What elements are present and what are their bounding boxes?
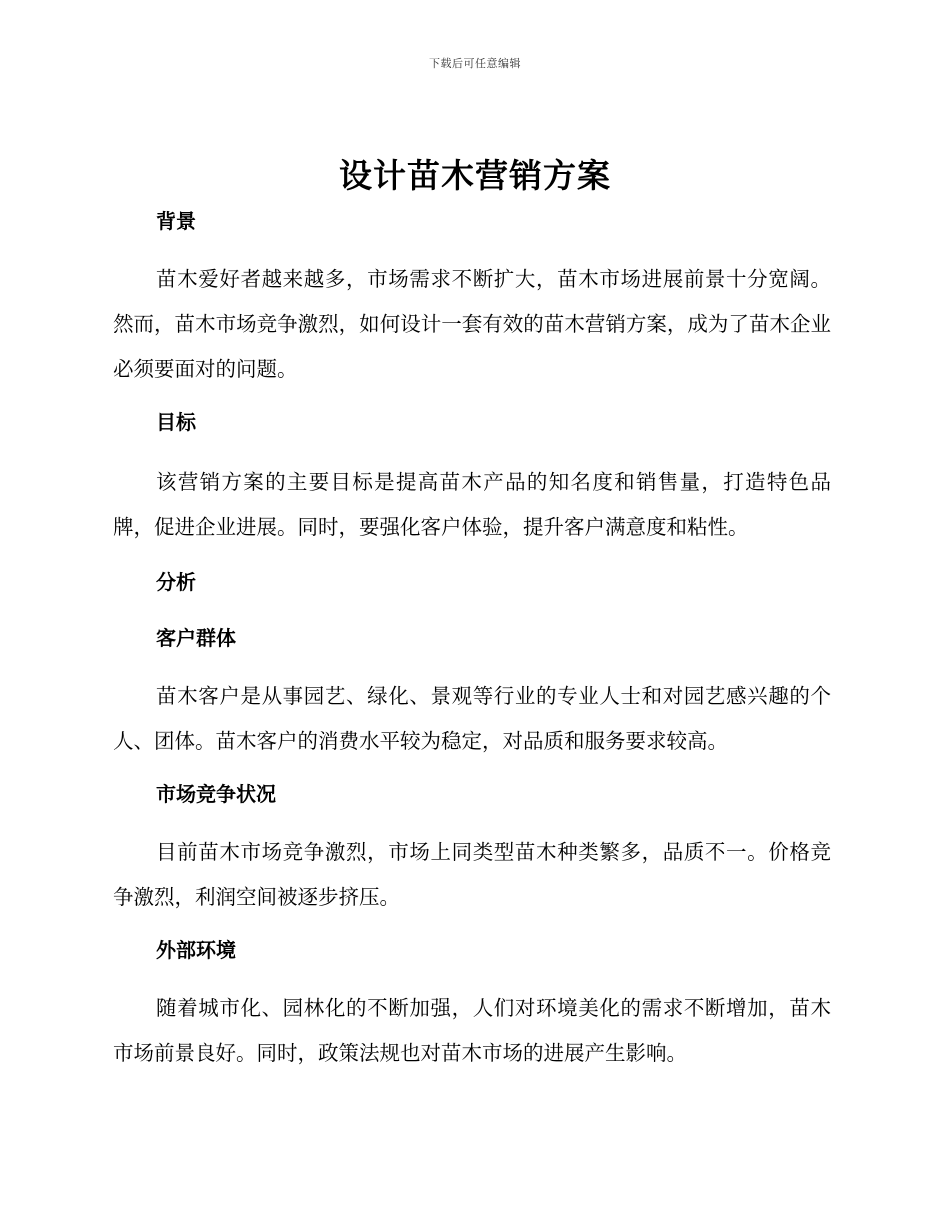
paragraph-goal: 该营销方案的主要目标是提高苗木产品的知名度和销售量，打造特色品牌，促进企业进展。同时，要强化客户体验，提升客户满意度和粘性。 <box>113 470 831 539</box>
document-body <box>113 205 831 1076</box>
heading-background: 背景 <box>156 209 196 233</box>
heading-competition: 市场竞争状况 <box>156 782 276 806</box>
paragraph-external-environment: 随着城市化、园林化的不断加强，人们对环境美化的需求不断增加，苗木市场前景良好。同时，政策法规也对苗木市场的进展产生影响。 <box>113 996 831 1065</box>
page-header-note: 下载后可任意编辑 <box>429 57 521 70</box>
paragraph-background: 苗木爱好者越来越多，市场需求不断扩大，苗木市场进展前景十分宽阔。然而，苗木市场竞争激烈，如何设计一套有效的苗木营销方案，成为了苗木企业必须要面对的问题。 <box>113 267 831 381</box>
paragraph-competition: 目前苗木市场竞争激烈，市场上同类型苗木种类繁多，品质不一。价格竞争激烈，利润空间被逐步挤压。 <box>113 840 831 909</box>
document-title: 设计苗木营销方案 <box>339 156 611 195</box>
heading-analysis: 分析 <box>156 570 196 594</box>
heading-external-environment: 外部环境 <box>156 938 236 962</box>
heading-goal: 目标 <box>156 410 196 434</box>
paragraph-customer-group: 苗木客户是从事园艺、绿化、景观等行业的专业人士和对园艺感兴趣的个人、团体。苗木客户的消费水平较为稳定，对品质和服务要求较高。 <box>113 684 831 753</box>
heading-customer-group: 客户群体 <box>156 626 236 650</box>
